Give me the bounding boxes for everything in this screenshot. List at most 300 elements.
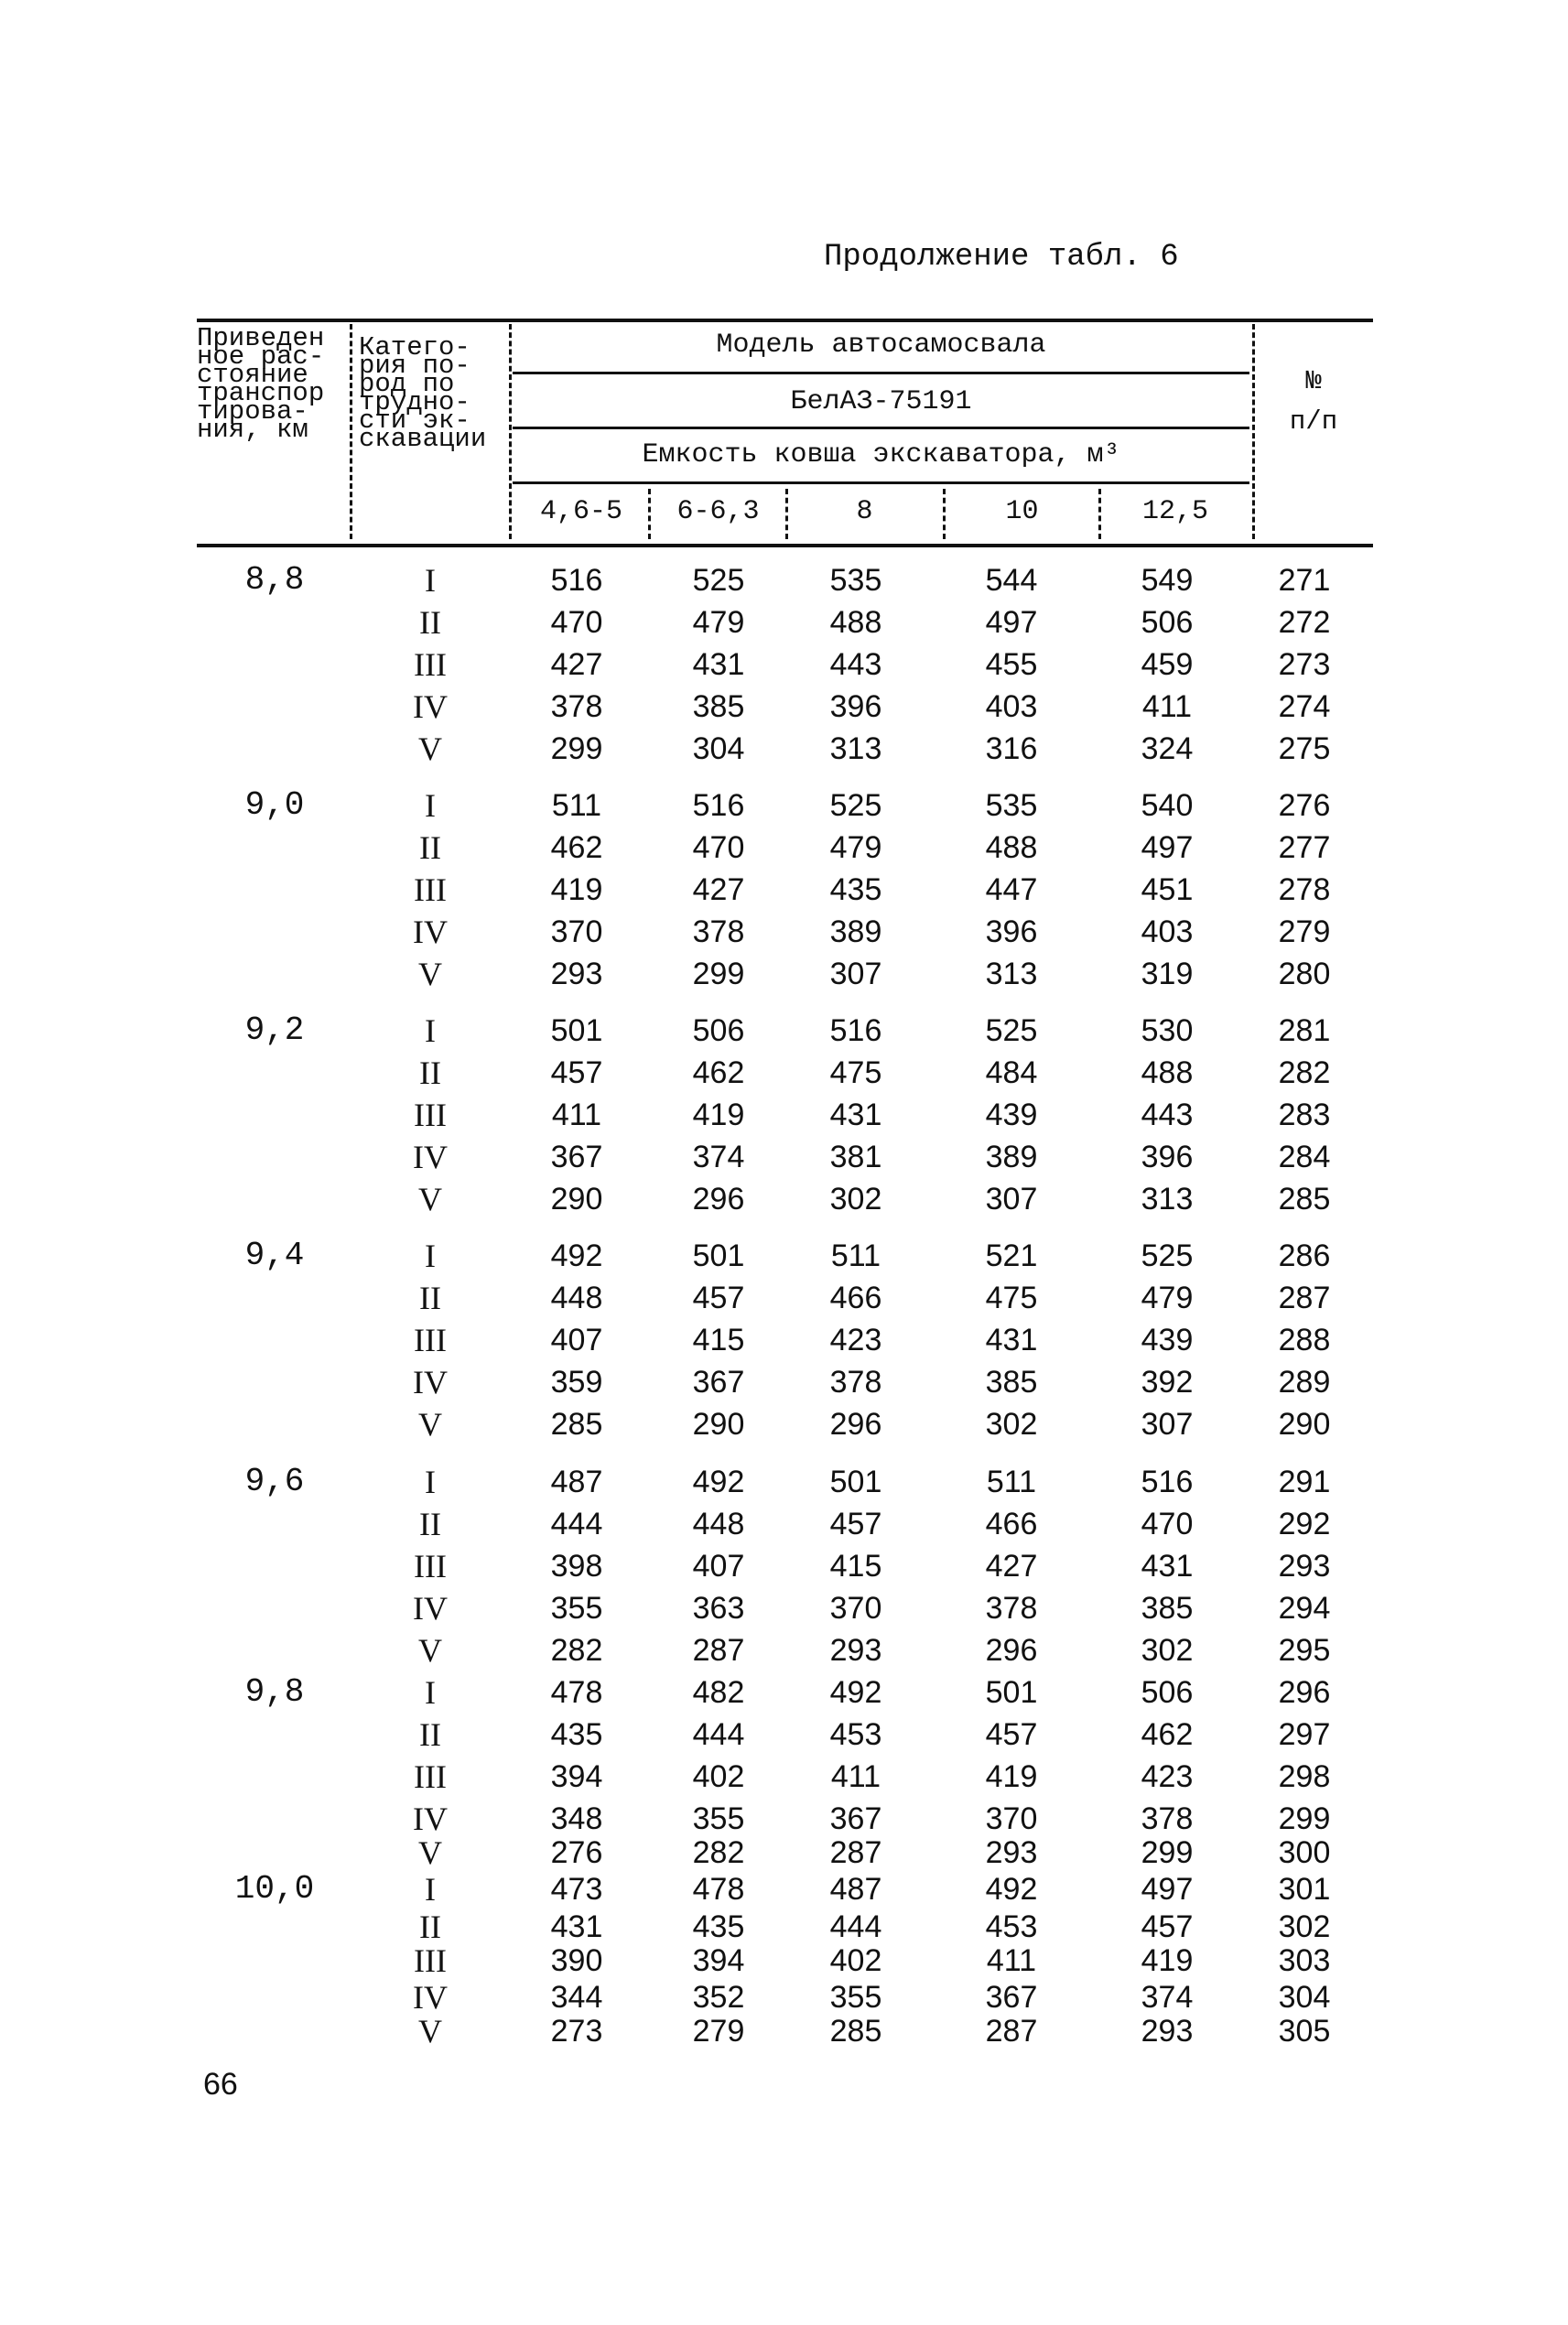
value-cell: 287 — [985, 2014, 1038, 2049]
value-cell: 497 — [1141, 830, 1194, 865]
value-cell: 488 — [985, 830, 1038, 865]
value-cell: 302 — [1141, 1633, 1194, 1668]
category-cell: III — [414, 646, 447, 683]
header-bucket-size: 4,6-5 — [539, 496, 622, 527]
value-cell: 427 — [550, 647, 603, 682]
value-cell: 457 — [985, 1717, 1038, 1752]
value-cell: 363 — [692, 1591, 745, 1626]
value-cell: 525 — [985, 1013, 1038, 1048]
row-number-cell: 272 — [1278, 605, 1331, 640]
value-cell: 390 — [550, 1943, 603, 1978]
value-cell: 443 — [829, 647, 882, 682]
value-cell: 290 — [692, 1407, 745, 1442]
value-cell: 466 — [829, 1281, 882, 1315]
header-divider — [509, 324, 512, 539]
value-cell: 419 — [1141, 1943, 1194, 1978]
value-cell: 516 — [1141, 1465, 1194, 1499]
header-bucket-size: 6-6,3 — [676, 496, 760, 527]
value-cell: 415 — [692, 1323, 745, 1357]
value-cell: 398 — [550, 1549, 603, 1584]
value-cell: 470 — [550, 605, 603, 640]
value-cell: 457 — [692, 1281, 745, 1315]
table-row — [0, 1588, 1568, 1628]
value-cell: 462 — [692, 1055, 745, 1090]
value-cell: 427 — [985, 1549, 1038, 1584]
category-cell: V — [418, 2013, 442, 2049]
header-rule — [513, 372, 1249, 374]
value-cell: 535 — [985, 788, 1038, 823]
value-cell: 506 — [692, 1013, 745, 1048]
row-number-cell: 288 — [1278, 1323, 1331, 1357]
value-cell: 370 — [985, 1801, 1038, 1836]
category-cell: I — [425, 1012, 436, 1049]
value-cell: 396 — [985, 914, 1038, 949]
row-number-cell: 286 — [1278, 1238, 1331, 1273]
value-cell: 407 — [550, 1323, 603, 1357]
value-cell: 516 — [829, 1013, 882, 1048]
header-category: Катего- рия по- род по трудно- сти эк- скавации — [359, 332, 487, 454]
value-cell: 516 — [550, 563, 603, 598]
value-cell: 394 — [550, 1759, 603, 1794]
row-number-cell: 275 — [1278, 731, 1331, 766]
category-cell: II — [419, 1506, 441, 1542]
value-cell: 299 — [692, 957, 745, 991]
value-cell: 487 — [550, 1465, 603, 1499]
row-number-cell: 292 — [1278, 1507, 1331, 1541]
value-cell: 378 — [985, 1591, 1038, 1626]
header-number: № п/п — [1289, 366, 1338, 437]
value-cell: 293 — [550, 957, 603, 991]
category-cell: V — [418, 1632, 442, 1669]
category-cell: III — [414, 871, 447, 908]
value-cell: 344 — [550, 1980, 603, 2015]
value-cell: 525 — [829, 788, 882, 823]
value-cell: 492 — [692, 1465, 745, 1499]
header-divider — [648, 489, 651, 539]
value-cell: 444 — [829, 1909, 882, 1944]
value-cell: 479 — [829, 830, 882, 865]
table-row — [0, 1362, 1568, 1402]
value-cell: 324 — [1141, 731, 1194, 766]
value-cell: 457 — [1141, 1909, 1194, 1944]
table-row — [0, 1320, 1568, 1360]
value-cell: 285 — [550, 1407, 603, 1442]
category-cell: II — [419, 1909, 441, 1945]
row-number-cell: 274 — [1278, 689, 1331, 724]
value-cell: 535 — [829, 563, 882, 598]
table-row — [0, 560, 1568, 600]
value-cell: 525 — [692, 563, 745, 598]
row-number-cell: 279 — [1278, 914, 1331, 949]
value-cell: 540 — [1141, 788, 1194, 823]
value-cell: 282 — [692, 1835, 745, 1870]
value-cell: 459 — [1141, 647, 1194, 682]
category-cell: IV — [413, 1139, 448, 1175]
value-cell: 348 — [550, 1801, 603, 1836]
value-cell: 307 — [985, 1182, 1038, 1217]
distance-cell: 9,4 — [244, 1237, 305, 1274]
row-number-cell: 295 — [1278, 1633, 1331, 1668]
header-divider — [350, 324, 352, 539]
value-cell: 296 — [829, 1407, 882, 1442]
category-cell: I — [425, 1464, 436, 1500]
table-row — [0, 1757, 1568, 1797]
value-cell: 415 — [829, 1549, 882, 1584]
value-cell: 544 — [985, 563, 1038, 598]
value-cell: 470 — [1141, 1507, 1194, 1541]
value-cell: 276 — [550, 1835, 603, 1870]
category-cell: III — [414, 1942, 447, 1979]
row-number-cell: 291 — [1278, 1465, 1331, 1499]
category-cell: III — [414, 1097, 447, 1133]
value-cell: 479 — [692, 605, 745, 640]
value-cell: 279 — [692, 2014, 745, 2049]
value-cell: 287 — [829, 1835, 882, 1870]
value-cell: 516 — [692, 788, 745, 823]
value-cell: 506 — [1141, 605, 1194, 640]
value-cell: 374 — [692, 1140, 745, 1174]
value-cell: 479 — [1141, 1281, 1194, 1315]
value-cell: 273 — [550, 2014, 603, 2049]
value-cell: 367 — [829, 1801, 882, 1836]
value-cell: 370 — [829, 1591, 882, 1626]
value-cell: 304 — [692, 731, 745, 766]
header-bucket-title: Емкость ковша экскаватора, м³ — [642, 439, 1120, 470]
value-cell: 316 — [985, 731, 1038, 766]
table-row — [0, 1095, 1568, 1135]
value-cell: 411 — [830, 1759, 881, 1794]
value-cell: 307 — [829, 957, 882, 991]
table-row — [0, 1546, 1568, 1586]
distance-cell: 9,8 — [244, 1673, 305, 1711]
value-cell: 302 — [829, 1182, 882, 1217]
value-cell: 484 — [985, 1055, 1038, 1090]
value-cell: 290 — [550, 1182, 603, 1217]
category-cell: V — [418, 1834, 442, 1871]
value-cell: 475 — [829, 1055, 882, 1090]
value-cell: 411 — [551, 1098, 602, 1132]
row-number-cell: 301 — [1278, 1872, 1331, 1907]
header-rule — [513, 481, 1249, 484]
table-row — [0, 1462, 1568, 1502]
value-cell: 511 — [986, 1465, 1037, 1499]
row-number-cell: 283 — [1278, 1098, 1331, 1132]
category-cell: I — [425, 1674, 436, 1711]
table-row — [0, 1833, 1568, 1873]
value-cell: 497 — [985, 605, 1038, 640]
value-cell: 374 — [1141, 1980, 1194, 2015]
row-number-cell: 281 — [1278, 1013, 1331, 1048]
value-cell: 396 — [1141, 1140, 1194, 1174]
row-number-cell: 303 — [1278, 1943, 1331, 1978]
table-row — [0, 1278, 1568, 1318]
value-cell: 462 — [1141, 1717, 1194, 1752]
value-cell: 492 — [829, 1675, 882, 1710]
row-number-cell: 287 — [1278, 1281, 1331, 1315]
category-cell: III — [414, 1758, 447, 1795]
row-number-cell: 297 — [1278, 1717, 1331, 1752]
value-cell: 419 — [550, 872, 603, 907]
value-cell: 392 — [1141, 1365, 1194, 1400]
value-cell: 455 — [985, 647, 1038, 682]
header-model-name: БелАЗ-75191 — [790, 386, 972, 417]
header-divider — [785, 489, 788, 539]
value-cell: 385 — [1141, 1591, 1194, 1626]
category-cell: I — [425, 1238, 436, 1274]
table-row — [0, 2011, 1568, 2051]
value-cell: 389 — [829, 914, 882, 949]
value-cell: 448 — [550, 1281, 603, 1315]
header-rule — [513, 427, 1249, 429]
value-cell: 451 — [1141, 872, 1194, 907]
category-cell: IV — [413, 1364, 448, 1400]
category-cell: I — [425, 562, 436, 599]
value-cell: 482 — [692, 1675, 745, 1710]
row-number-cell: 273 — [1278, 647, 1331, 682]
row-number-cell: 299 — [1278, 1801, 1331, 1836]
table-row — [0, 1504, 1568, 1544]
distance-cell: 8,8 — [244, 561, 305, 599]
value-cell: 511 — [551, 788, 602, 823]
value-cell: 378 — [692, 914, 745, 949]
category-cell: IV — [413, 688, 448, 725]
table-row — [0, 954, 1568, 994]
value-cell: 407 — [692, 1549, 745, 1584]
row-number-cell: 298 — [1278, 1759, 1331, 1794]
row-number-cell: 290 — [1278, 1407, 1331, 1442]
value-cell: 457 — [829, 1507, 882, 1541]
value-cell: 296 — [692, 1182, 745, 1217]
value-cell: 501 — [550, 1013, 603, 1048]
value-cell: 462 — [550, 830, 603, 865]
value-cell: 501 — [985, 1675, 1038, 1710]
row-number-cell: 280 — [1278, 957, 1331, 991]
value-cell: 423 — [829, 1323, 882, 1357]
value-cell: 367 — [550, 1140, 603, 1174]
page-number: 66 — [203, 2067, 238, 2102]
value-cell: 443 — [1141, 1098, 1194, 1132]
value-cell: 431 — [550, 1909, 603, 1944]
value-cell: 492 — [985, 1872, 1038, 1907]
table-row — [0, 1011, 1568, 1051]
table-row — [0, 1137, 1568, 1177]
value-cell: 381 — [829, 1140, 882, 1174]
table-row — [0, 1869, 1568, 1909]
header-bucket-size: 8 — [856, 496, 873, 527]
value-cell: 355 — [829, 1980, 882, 2015]
value-cell: 506 — [1141, 1675, 1194, 1710]
value-cell: 435 — [829, 872, 882, 907]
header-bucket-size: 12,5 — [1141, 496, 1208, 527]
value-cell: 478 — [692, 1872, 745, 1907]
category-cell: IV — [413, 914, 448, 950]
value-cell: 293 — [985, 1835, 1038, 1870]
value-cell: 419 — [985, 1759, 1038, 1794]
category-cell: II — [419, 1280, 441, 1316]
value-cell: 411 — [986, 1943, 1037, 1978]
value-cell: 282 — [550, 1633, 603, 1668]
table-row — [0, 1672, 1568, 1713]
category-cell: III — [414, 1322, 447, 1358]
row-number-cell: 277 — [1278, 830, 1331, 865]
value-cell: 385 — [985, 1365, 1038, 1400]
header-model-title: Модель автосамосвала — [716, 330, 1046, 361]
header-distance: Приведен ное рас- стояние транспор тирова- ния, км — [197, 323, 325, 445]
table-row — [0, 1630, 1568, 1671]
table-row — [0, 1236, 1568, 1276]
value-cell: 431 — [1141, 1549, 1194, 1584]
value-cell: 293 — [1141, 2014, 1194, 2049]
value-cell: 501 — [829, 1465, 882, 1499]
value-cell: 367 — [985, 1980, 1038, 2015]
category-cell: V — [418, 730, 442, 767]
header-divider — [943, 489, 946, 539]
value-cell: 501 — [692, 1238, 745, 1273]
value-cell: 385 — [692, 689, 745, 724]
value-cell: 389 — [985, 1140, 1038, 1174]
value-cell: 488 — [1141, 1055, 1194, 1090]
distance-cell: 9,6 — [244, 1463, 305, 1500]
table-row — [0, 1404, 1568, 1444]
value-cell: 319 — [1141, 957, 1194, 991]
distance-cell: 9,0 — [244, 786, 305, 824]
value-cell: 403 — [1141, 914, 1194, 949]
value-cell: 431 — [985, 1323, 1038, 1357]
value-cell: 313 — [829, 731, 882, 766]
table-row — [0, 1941, 1568, 1981]
table-row — [0, 1714, 1568, 1755]
value-cell: 521 — [985, 1238, 1038, 1273]
value-cell: 378 — [550, 689, 603, 724]
value-cell: 285 — [829, 2014, 882, 2049]
value-cell: 478 — [550, 1675, 603, 1710]
distance-cell: 10,0 — [234, 1870, 315, 1908]
category-cell: II — [419, 1054, 441, 1091]
value-cell: 530 — [1141, 1013, 1194, 1048]
row-number-cell: 293 — [1278, 1549, 1331, 1584]
row-number-cell: 294 — [1278, 1591, 1331, 1626]
value-cell: 549 — [1141, 563, 1194, 598]
value-cell: 352 — [692, 1980, 745, 2015]
value-cell: 359 — [550, 1365, 603, 1400]
value-cell: 302 — [985, 1407, 1038, 1442]
header-bottom-rule — [197, 544, 1373, 547]
category-cell: V — [418, 1181, 442, 1217]
value-cell: 378 — [1141, 1801, 1194, 1836]
category-cell: II — [419, 1716, 441, 1753]
value-cell: 313 — [1141, 1182, 1194, 1217]
value-cell: 411 — [1141, 689, 1193, 724]
value-cell: 497 — [1141, 1872, 1194, 1907]
value-cell: 307 — [1141, 1407, 1194, 1442]
row-number-cell: 289 — [1278, 1365, 1331, 1400]
value-cell: 435 — [692, 1909, 745, 1944]
category-cell: V — [418, 956, 442, 992]
value-cell: 470 — [692, 830, 745, 865]
category-cell: IV — [413, 1979, 448, 2016]
value-cell: 355 — [692, 1801, 745, 1836]
value-cell: 447 — [985, 872, 1038, 907]
value-cell: 487 — [829, 1872, 882, 1907]
row-number-cell: 285 — [1278, 1182, 1331, 1217]
value-cell: 423 — [1141, 1759, 1194, 1794]
value-cell: 293 — [829, 1633, 882, 1668]
value-cell: 448 — [692, 1507, 745, 1541]
table-caption: Продолжение табл. 6 — [824, 240, 1179, 275]
header-bucket-size: 10 — [1005, 496, 1039, 527]
row-number-cell: 271 — [1278, 563, 1331, 598]
row-number-cell: 302 — [1278, 1909, 1331, 1944]
category-cell: II — [419, 604, 441, 641]
value-cell: 444 — [550, 1507, 603, 1541]
category-cell: IV — [413, 1801, 448, 1837]
value-cell: 457 — [550, 1055, 603, 1090]
value-cell: 287 — [692, 1633, 745, 1668]
value-cell: 355 — [550, 1591, 603, 1626]
value-cell: 402 — [692, 1759, 745, 1794]
row-number-cell: 296 — [1278, 1675, 1331, 1710]
row-number-cell: 278 — [1278, 872, 1331, 907]
value-cell: 296 — [985, 1633, 1038, 1668]
value-cell: 439 — [1141, 1323, 1194, 1357]
category-cell: III — [414, 1548, 447, 1584]
row-number-cell: 284 — [1278, 1140, 1331, 1174]
header-top-rule — [197, 319, 1373, 322]
table-row — [0, 729, 1568, 769]
value-cell: 299 — [550, 731, 603, 766]
table-row — [0, 785, 1568, 826]
header-divider — [1252, 324, 1255, 539]
value-cell: 525 — [1141, 1238, 1194, 1273]
table-row — [0, 827, 1568, 868]
value-cell: 378 — [829, 1365, 882, 1400]
row-number-cell: 305 — [1278, 2014, 1331, 2049]
category-cell: I — [425, 1871, 436, 1908]
value-cell: 419 — [692, 1098, 745, 1132]
value-cell: 435 — [550, 1717, 603, 1752]
table-row — [0, 912, 1568, 952]
value-cell: 475 — [985, 1281, 1038, 1315]
table-row — [0, 644, 1568, 685]
value-cell: 488 — [829, 605, 882, 640]
value-cell: 396 — [829, 689, 882, 724]
value-cell: 453 — [829, 1717, 882, 1752]
value-cell: 511 — [830, 1238, 881, 1273]
table-row — [0, 1053, 1568, 1093]
header-divider — [1098, 489, 1101, 539]
value-cell: 403 — [985, 689, 1038, 724]
category-cell: IV — [413, 1590, 448, 1627]
value-cell: 492 — [550, 1238, 603, 1273]
value-cell: 299 — [1141, 1835, 1194, 1870]
value-cell: 466 — [985, 1507, 1038, 1541]
table-row — [0, 870, 1568, 910]
category-cell: I — [425, 787, 436, 824]
value-cell: 367 — [692, 1365, 745, 1400]
row-number-cell: 282 — [1278, 1055, 1331, 1090]
distance-cell: 9,2 — [244, 1011, 305, 1049]
value-cell: 473 — [550, 1872, 603, 1907]
value-cell: 453 — [985, 1909, 1038, 1944]
value-cell: 394 — [692, 1943, 745, 1978]
table-row — [0, 687, 1568, 727]
table-row — [0, 602, 1568, 643]
value-cell: 431 — [692, 647, 745, 682]
value-cell: 313 — [985, 957, 1038, 991]
row-number-cell: 300 — [1278, 1835, 1331, 1870]
value-cell: 402 — [829, 1943, 882, 1978]
category-cell: V — [418, 1406, 442, 1443]
